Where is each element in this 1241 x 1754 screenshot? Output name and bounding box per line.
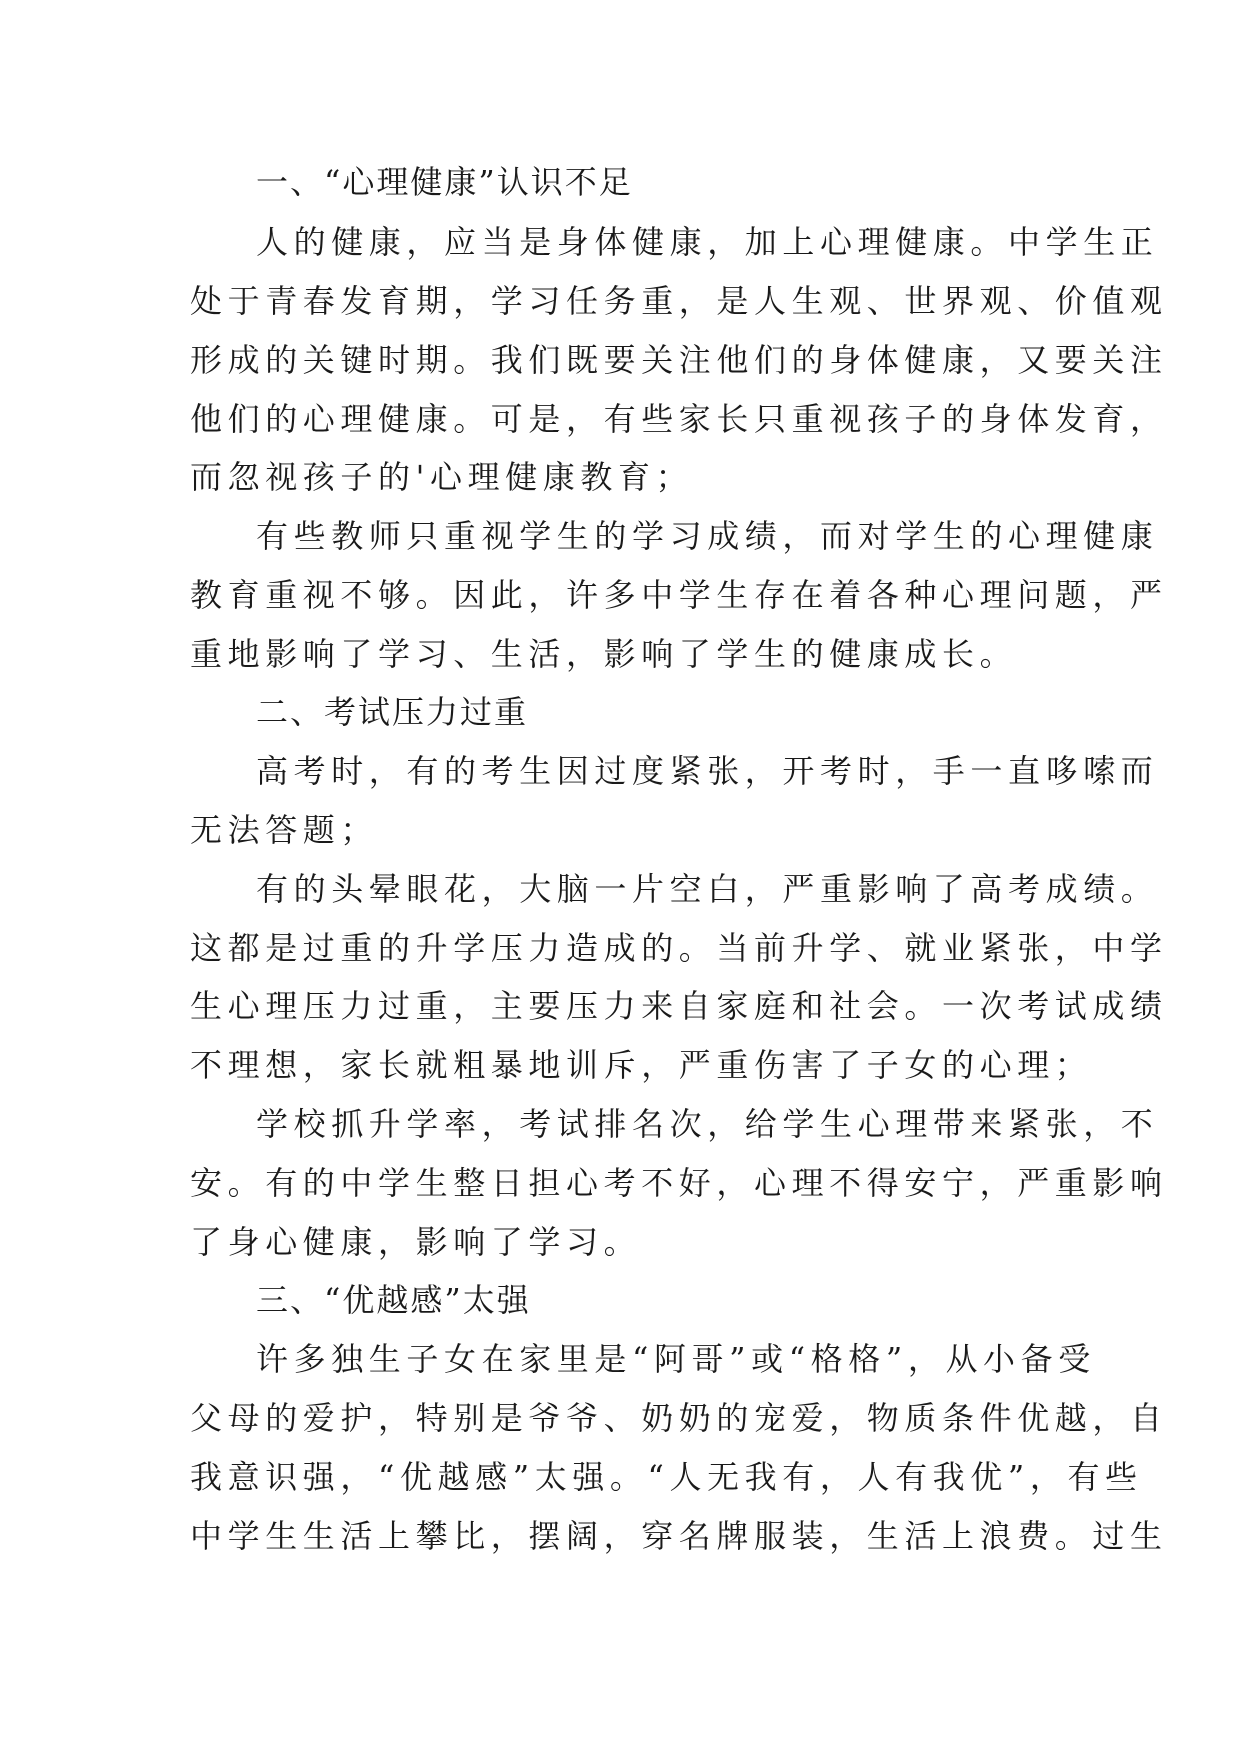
paragraph-line: 许多独生子女在家里是“阿哥”或“格格”，从小备受	[256, 1340, 1096, 1378]
section-heading: 一、“心理健康”认识不足	[256, 163, 633, 201]
paragraph-line: 学校抓升学率，考试排名次，给学生心理带来紧张，不	[256, 1105, 1159, 1143]
paragraph-line: 教育重视不够。因此，许多中学生存在着各种心理问题，严	[190, 576, 1168, 614]
paragraph-line: 有些教师只重视学生的学习成绩，而对学生的心理健康	[256, 517, 1159, 555]
paragraph-line: 父母的爱护，特别是爷爷、奶奶的宠爱，物质条件优越，自	[190, 1399, 1168, 1437]
paragraph-line: 安。有的中学生整日担心考不好，心理不得安宁，严重影响	[190, 1164, 1168, 1202]
paragraph-line: 这都是过重的升学压力造成的。当前升学、就业紧张，中学	[190, 929, 1168, 967]
paragraph-line: 中学生生活上攀比，摆阔，穿名牌服装，生活上浪费。过生	[190, 1517, 1168, 1555]
section-heading: 三、“优越感”太强	[256, 1281, 531, 1319]
paragraph-line: 而忽视孩子的'心理健康教育；	[190, 458, 694, 496]
paragraph-line: 有的头晕眼花，大脑一片空白，严重影响了高考成绩。	[256, 870, 1159, 908]
paragraph-line: 他们的心理健康。可是，有些家长只重视孩子的身体发育，	[190, 400, 1168, 438]
paragraph-line: 了身心健康，影响了学习。	[190, 1223, 642, 1261]
paragraph-line: 形成的关键时期。我们既要关注他们的身体健康，又要关注	[190, 341, 1168, 379]
paragraph-line: 处于青春发育期，学习任务重，是人生观、世界观、价值观	[190, 282, 1168, 320]
section-heading: 二、考试压力过重	[256, 693, 529, 731]
paragraph-line: 我意识强，“优越感”太强。“人无我有，人有我优”，有些	[190, 1458, 1143, 1496]
paragraph-line: 不理想，家长就粗暴地训斥，严重伤害了子女的心理；	[190, 1046, 1093, 1084]
paragraph-line: 高考时，有的考生因过度紧张，开考时，手一直哆嗦而	[256, 752, 1159, 790]
paragraph-line: 重地影响了学习、生活，影响了学生的健康成长。	[190, 635, 1018, 673]
paragraph-line: 无法答题；	[190, 811, 379, 849]
paragraph-line: 人的健康，应当是身体健康，加上心理健康。中学生正	[256, 223, 1159, 261]
paragraph-line: 生心理压力过重，主要压力来自家庭和社会。一次考试成绩	[190, 987, 1168, 1025]
